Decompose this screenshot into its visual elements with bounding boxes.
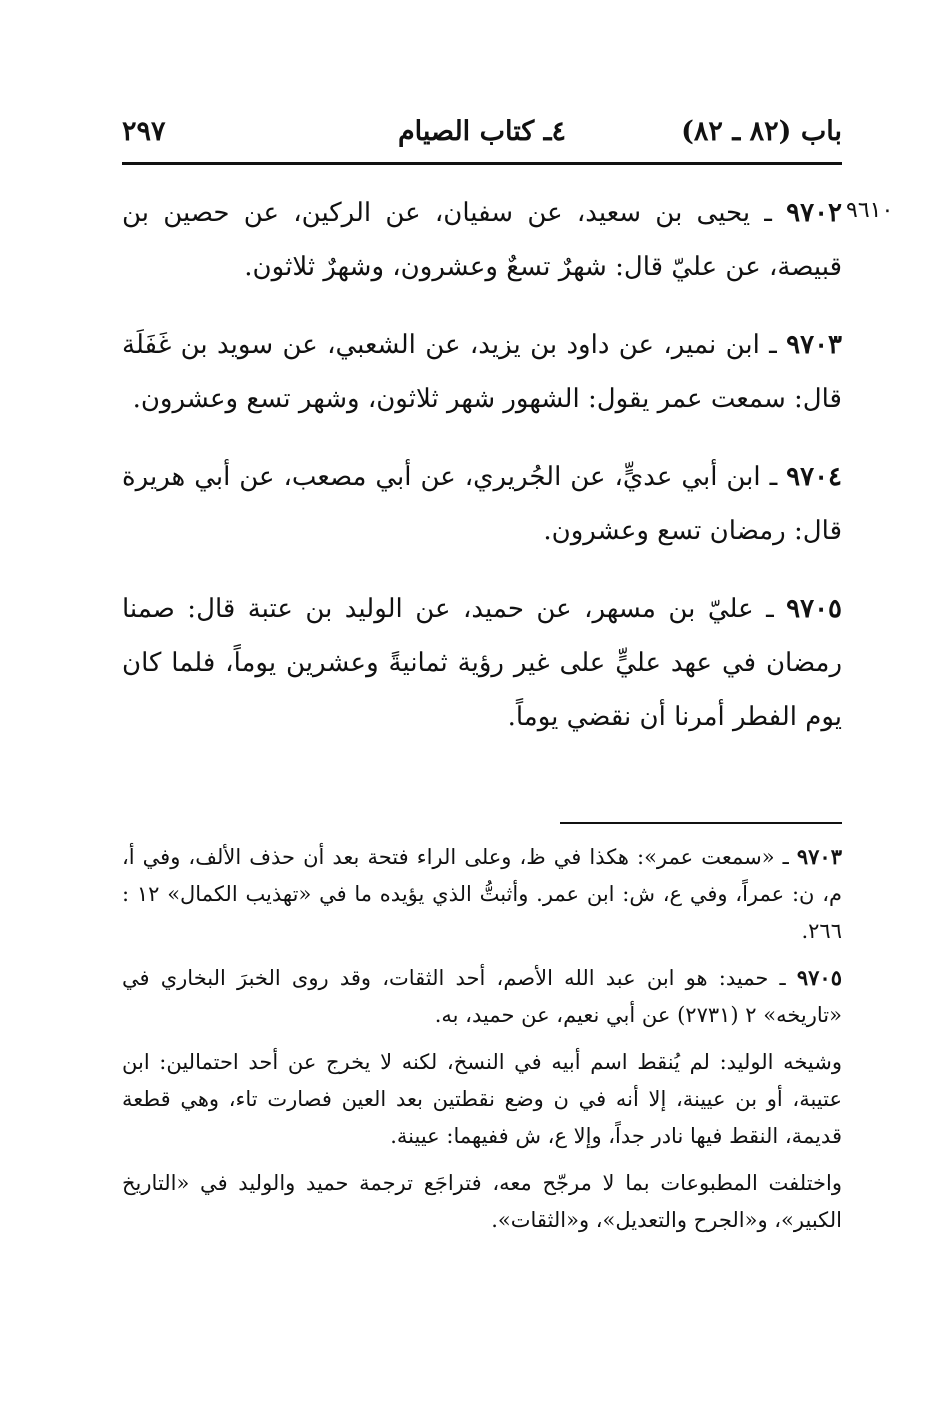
hadith-list (122, 186, 842, 768)
hadith-number: ٩٧٠٣ (786, 330, 842, 360)
footnote-number: ٩٧٠٥ (796, 965, 842, 990)
header-divider (122, 162, 842, 165)
hadith-entry (122, 450, 842, 558)
hadith-entry (122, 186, 842, 294)
page-header (122, 112, 842, 160)
hadith-text: ـ عليّ بن مسهر، عن حميد، عن الوليد بن عتبة قال: صمنا رمضان في عهد عليٍّ على غير رؤية ثمانيةً وعشرين يوماً، فلما كان يوم الفطر أمرنا أن نقضي يوماً. (122, 594, 842, 732)
page-number: ٢٩٧ (122, 116, 166, 147)
book-title: ٤ـ كتاب الصيام (397, 116, 567, 147)
hadith-number: ٩٧٠٢ (786, 198, 842, 228)
hadith-number: ٩٧٠٤ (786, 462, 842, 492)
footnotes (122, 838, 842, 1248)
footnote-text: وشيخه الوليد: لم يُنقط اسم أبيه في النسخ، لكنه لا يخرج عن أحد احتمالين: ابن عتيبة، أو بن عيينة، إلا أنه في ن وضع نقطتين بعد العين فصارت تاء، وهي قطعة قديمة، النقط فيها نادر جداً، وإلا ع، ش ففيهما: عيينة. (122, 1050, 842, 1148)
footnote-text: ـ حميد: هو ابن عبد الله الأصم، أحد الثقات، وقد روى الخبرَ البخاري في «تاريخه» ٢ (٢٧٣١) عن أبي نعيم، عن حميد، به. (122, 966, 842, 1027)
margin-reference-number: ٩٦١٠ (846, 198, 894, 223)
footnote-text: واختلفت المطبوعات بما لا مرجّح معه، فتراجَع ترجمة حميد والوليد في «التاريخ الكبير»، و«الجرح والتعديل»، و«الثقات». (122, 1171, 842, 1232)
footnote (122, 959, 842, 1034)
hadith-entry (122, 582, 842, 744)
footnote-number: ٩٧٠٣ (796, 844, 842, 869)
footnote (122, 1043, 842, 1155)
footnote-divider (560, 822, 842, 824)
hadith-entry (122, 318, 842, 426)
chapter-title: باب (٨٢ ـ ٨٢) (681, 116, 842, 147)
hadith-text: ـ يحيى بن سعيد، عن سفيان، عن الركين، عن حصين بن قبيصة، عن عليّ قال: شهرٌ تسعٌ وعشرون، وشهرٌ ثلاثون. (122, 198, 842, 282)
hadith-text: ـ ابن نمير، عن داود بن يزيد، عن الشعبي، عن سويد بن غَفَلَة قال: سمعت عمر يقول: الشهور شهر ثلاثون، وشهر تسع وعشرون. (122, 330, 842, 414)
hadith-text: ـ ابن أبي عديٍّ، عن الجُريري، عن أبي مصعب، عن أبي هريرة قال: رمضان تسع وعشرون. (122, 462, 842, 546)
footnote-text: ـ «سمعت عمر»: هكذا في ظ، وعلى الراء فتحة بعد أن حذف الألف، وفي أ، م، ن: عمراً، وفي ع، ش: ابن عمر. وأثبتُّ الذي يؤيده ما في «تهذيب الكمال» ١٢ : ٢٦٦. (122, 845, 842, 943)
footnote (122, 1164, 842, 1239)
footnote (122, 838, 842, 950)
hadith-number: ٩٧٠٥ (786, 594, 842, 624)
